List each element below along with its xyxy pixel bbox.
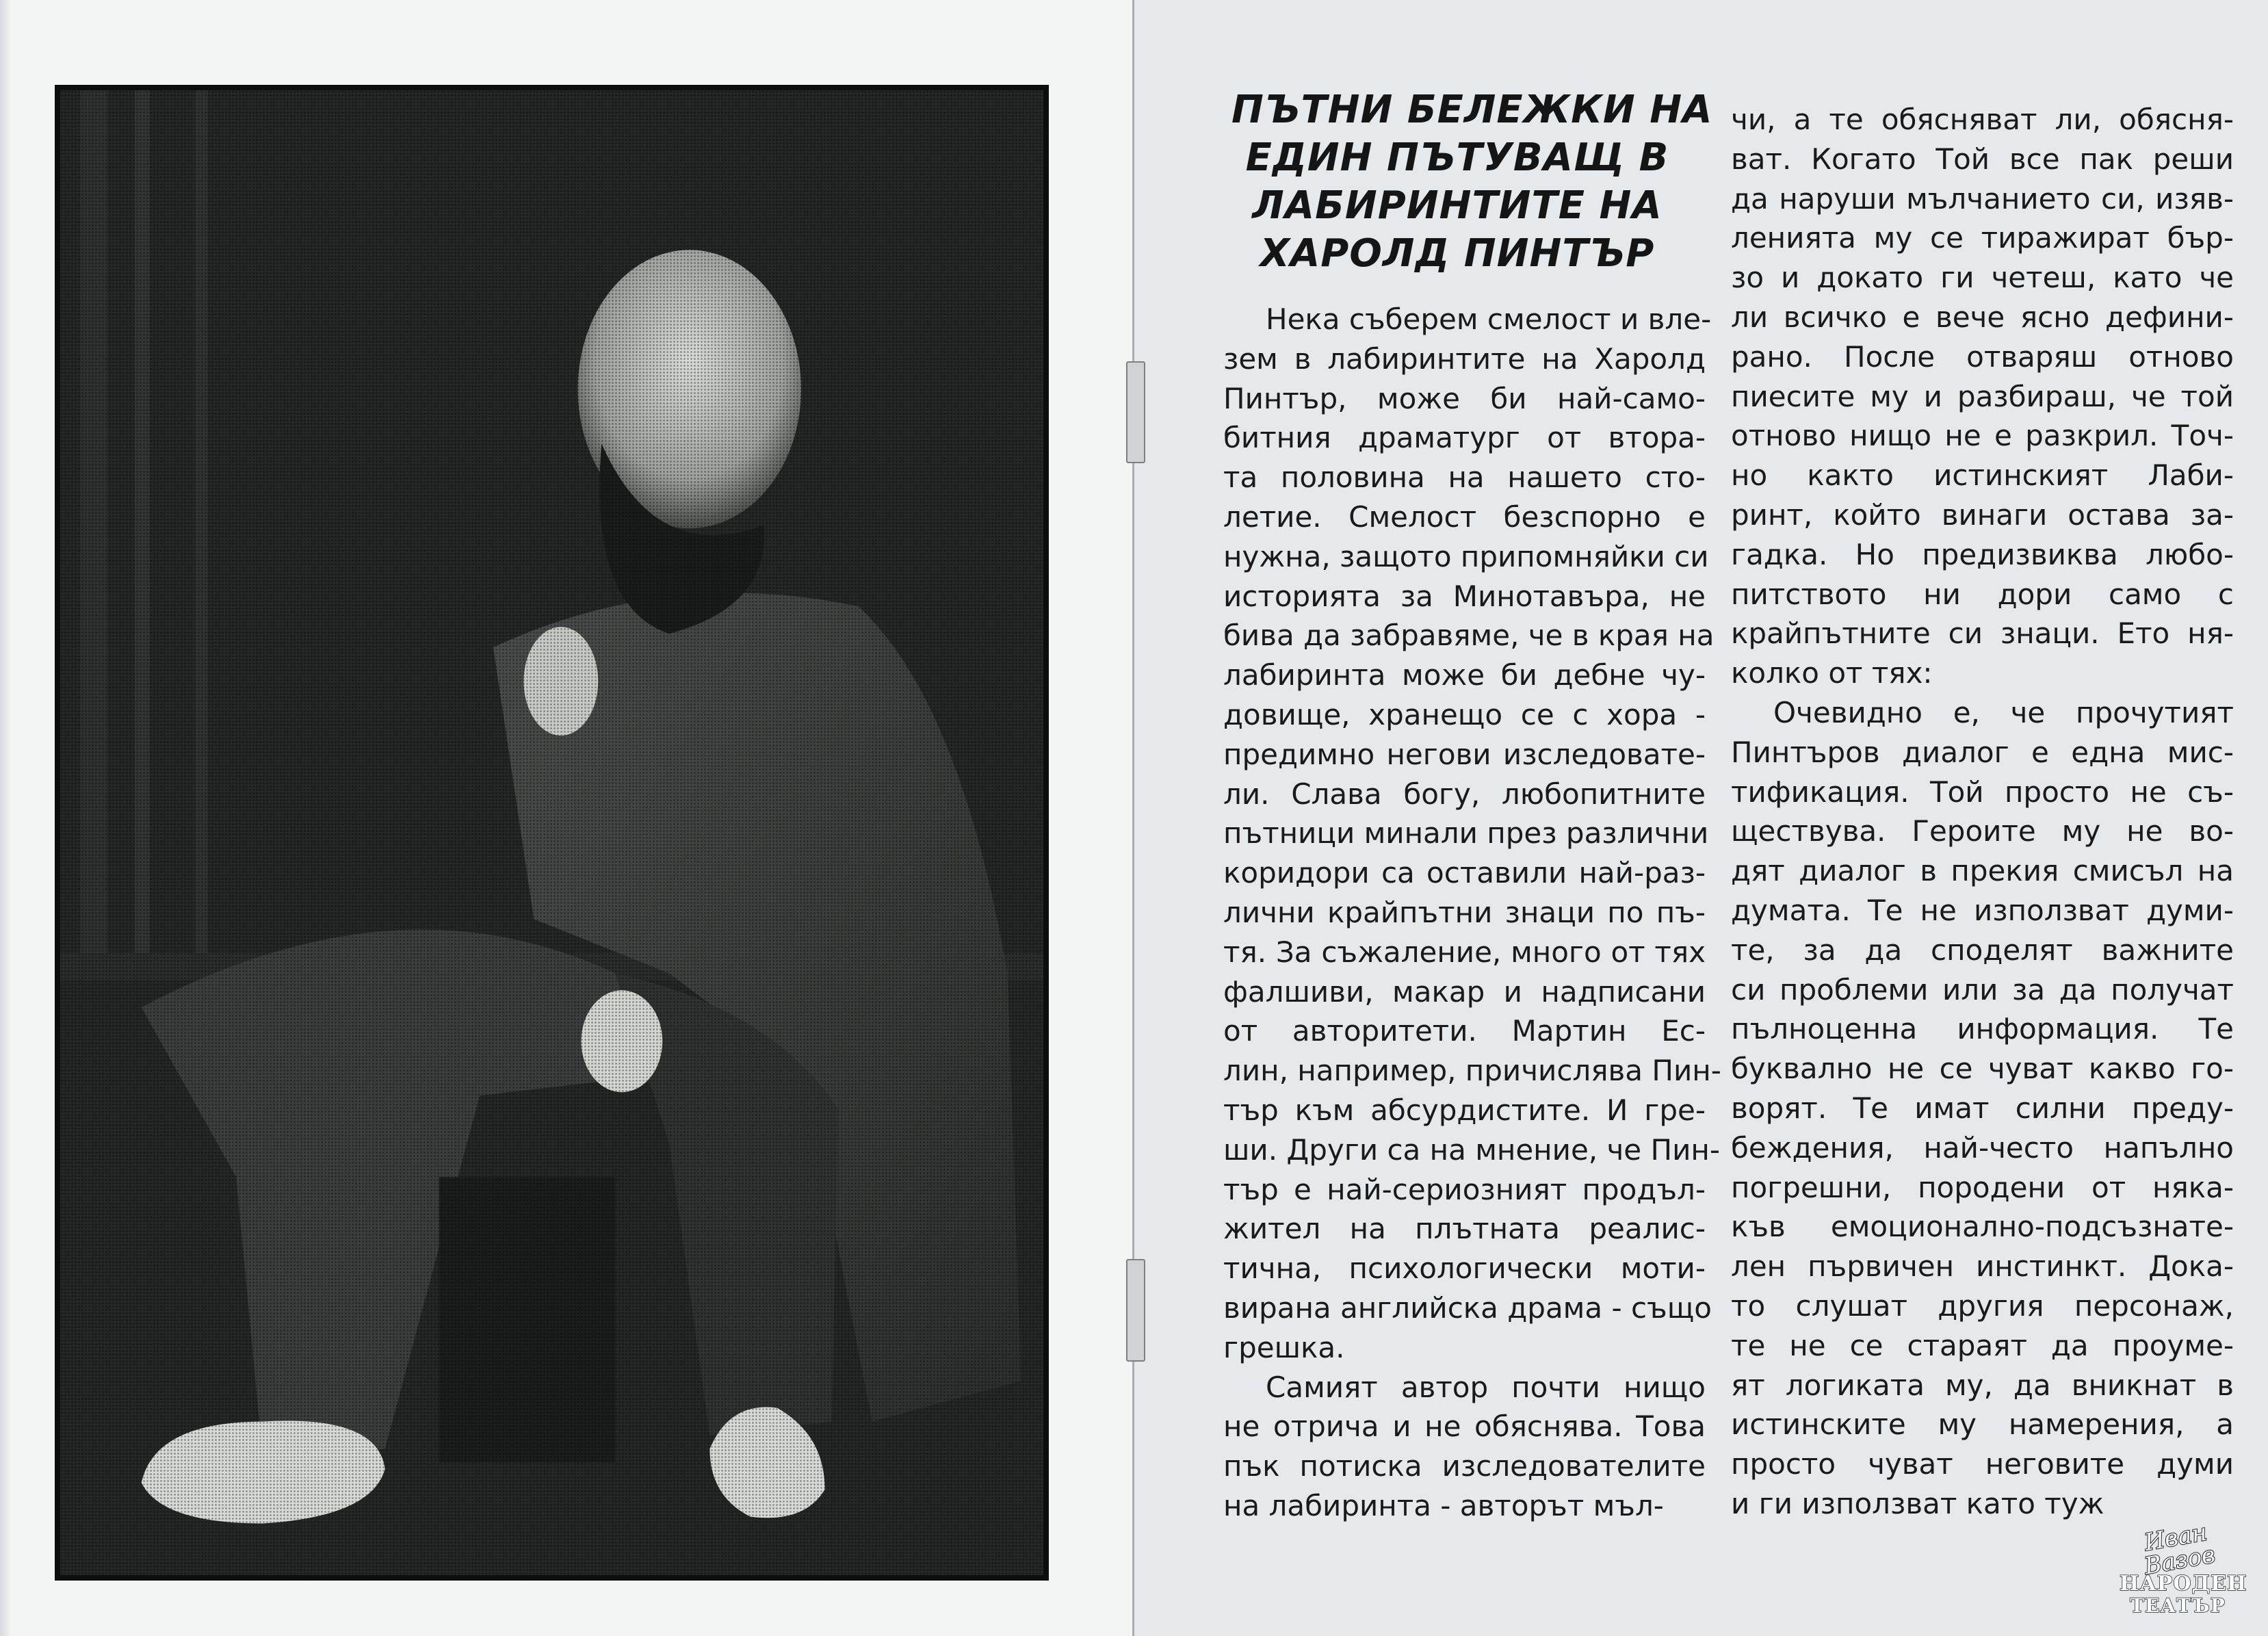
text-line: ленията му се тиражират бър- <box>1731 221 2234 255</box>
text-line: но както истинският Лаби- <box>1731 458 2234 493</box>
text-line: летие. Смелост безспорно е <box>1223 499 1706 534</box>
text-line: истинските му намерения, а <box>1731 1407 2234 1442</box>
national-theatre-logo <box>2120 1518 2247 1628</box>
text-line: пътници минали през различни <box>1223 816 1709 851</box>
text-line: гадка. Но предизвиква любо- <box>1731 537 2234 571</box>
text-line: зо и докато ги четеш, като че <box>1731 261 2234 295</box>
text-line: лин, например, причислява Пин- <box>1223 1054 1721 1088</box>
text-line: нужна, защото припомняйки си <box>1223 539 1709 573</box>
text-line: тификация. Той просто не съ- <box>1731 775 2234 809</box>
text-line: лични крайпътни знаци по пъ- <box>1223 895 1706 929</box>
text-line: къв емоционално-подсъзнате- <box>1731 1210 2234 1244</box>
text-line: дят диалог в прекия смисъл на <box>1731 854 2234 888</box>
text-line: пък потиска изследователите <box>1223 1449 1706 1483</box>
text-line: Очевидно е, че прочутият <box>1773 695 2234 729</box>
text-line: коридори са оставили най-раз- <box>1223 856 1706 890</box>
text-line: зем в лабиринтите на Харолд <box>1223 341 1706 376</box>
text-line: тър е най-сериозният продъл- <box>1223 1172 1706 1206</box>
photo-illustration <box>60 90 1043 1575</box>
logo-line-2: ТЕАТЪР <box>2130 1594 2226 1617</box>
book-spine <box>1132 0 1134 1636</box>
hand-knee <box>582 990 663 1092</box>
text-line: просто чуват неговите думи <box>1731 1447 2234 1481</box>
text-line: вирана английска драма - също <box>1223 1290 1712 1325</box>
text-line: чи, а те обясняват ли, обясня- <box>1731 103 2234 136</box>
text-line: си проблеми или за да получат <box>1731 972 2234 1007</box>
text-line: Пинтъров диалог е една мис- <box>1731 735 2234 769</box>
text-line: битния драматург от втора- <box>1223 421 1706 455</box>
text-line: лабиринта може би дебне чу- <box>1223 658 1706 692</box>
text-line: не отрича и не обяснява. Това <box>1223 1410 1706 1444</box>
text-line: и ги използват като туж <box>1731 1486 2104 1520</box>
text-line: рано. После отваряш отново <box>1731 339 2234 374</box>
article-column-2 <box>1731 100 2234 1524</box>
text-line: думата. Те не използват думи- <box>1731 893 2234 927</box>
text-line: те не се стараят да проуме- <box>1731 1328 2234 1362</box>
text-line: ринт, който винаги остава за- <box>1731 497 2234 532</box>
text-line: от авторитети. Мартин Ес- <box>1223 1014 1706 1048</box>
title-line: ЕДИН ПЪТУВАЩ В <box>1245 135 1669 180</box>
text-line: бива да забравяме, че в края на <box>1223 619 1715 653</box>
text-line: те, за да споделят важните <box>1731 933 2234 967</box>
text-line: погрешни, породени от някa- <box>1731 1170 2234 1204</box>
title-line: ХАРОЛД ПИНТЪР <box>1260 231 1655 276</box>
text-line: да наруши мълчанието си, изяв- <box>1731 181 2234 216</box>
title-line: ЛАБИРИНТИТЕ НА <box>1252 183 1663 228</box>
text-line: отново нищо не е разкрил. Точ- <box>1731 419 2234 453</box>
text-line: ят логиката му, да вникнат в <box>1731 1368 2234 1402</box>
logo-signature: Иван Вазов <box>2142 1518 2217 1581</box>
stage-photo <box>55 85 1049 1581</box>
text-line: тична, психологически моти- <box>1223 1251 1706 1286</box>
logo-line-1: НАРОДЕН <box>2120 1572 2247 1596</box>
text-line: грешка. <box>1223 1330 1345 1364</box>
text-line: Самият автор почти нищо <box>1266 1370 1706 1404</box>
text-line: то слушат другия персонаж, <box>1731 1288 2234 1323</box>
text-line: лен първичен инстинкт. Дока- <box>1731 1249 2234 1284</box>
article-title <box>1231 86 1713 278</box>
staple-top <box>1126 361 1145 463</box>
title-line: ПЪТНИ БЕЛЕЖКИ НА <box>1231 88 1713 132</box>
text-line: ват. Когато Той все пак реши <box>1731 142 2234 176</box>
text-line: буквално не се чуват какво го- <box>1731 1052 2234 1086</box>
article-column-1 <box>1223 300 1721 1526</box>
staple-bottom <box>1126 1259 1145 1362</box>
text-line: питството ни дори само с <box>1731 577 2234 611</box>
text-line: Нека съберем смелост и вле- <box>1266 302 1712 336</box>
text-line: тър към абсурдистите. И гре- <box>1223 1093 1706 1127</box>
text-line: ворят. Те имат силни преду- <box>1731 1091 2234 1125</box>
text-line: на лабиринта - авторът мъл- <box>1223 1488 1664 1522</box>
text-line: колко от тях: <box>1731 656 1933 690</box>
text-line: тя. За съжаление, много от тях <box>1223 935 1706 969</box>
text-line: та половина на нашето сто- <box>1223 460 1706 495</box>
text-line: довище, хранещо се с хора - <box>1223 697 1706 731</box>
hand-raised <box>523 627 598 736</box>
text-line: ли. Слава богу, любопитните <box>1223 777 1706 811</box>
text-line: пиесите му и разбираш, че той <box>1731 379 2234 413</box>
text-line: фалшиви, макар и надписани <box>1223 974 1706 1009</box>
text-line: ши. Други са на мнение, че Пин- <box>1223 1132 1720 1167</box>
text-line: пълноценна информация. Те <box>1731 1012 2234 1046</box>
text-line: крайпътните си знаци. Ето ня- <box>1731 616 2234 651</box>
chair <box>439 1177 615 1462</box>
text-line: историята за Минотавъра, не <box>1223 579 1706 613</box>
text-line: жител на плътната реалис- <box>1223 1212 1706 1246</box>
text-line: ли всичко е вече ясно дефини- <box>1731 300 2234 334</box>
text-line: Пинтър, може би най-само- <box>1223 381 1706 415</box>
text-line: ществува. Героите му не во- <box>1731 814 2234 848</box>
text-line: беждения, най-често напълно <box>1731 1130 2234 1165</box>
text-line: предимно негови изследовате- <box>1223 737 1706 771</box>
left-page <box>0 0 1133 1636</box>
